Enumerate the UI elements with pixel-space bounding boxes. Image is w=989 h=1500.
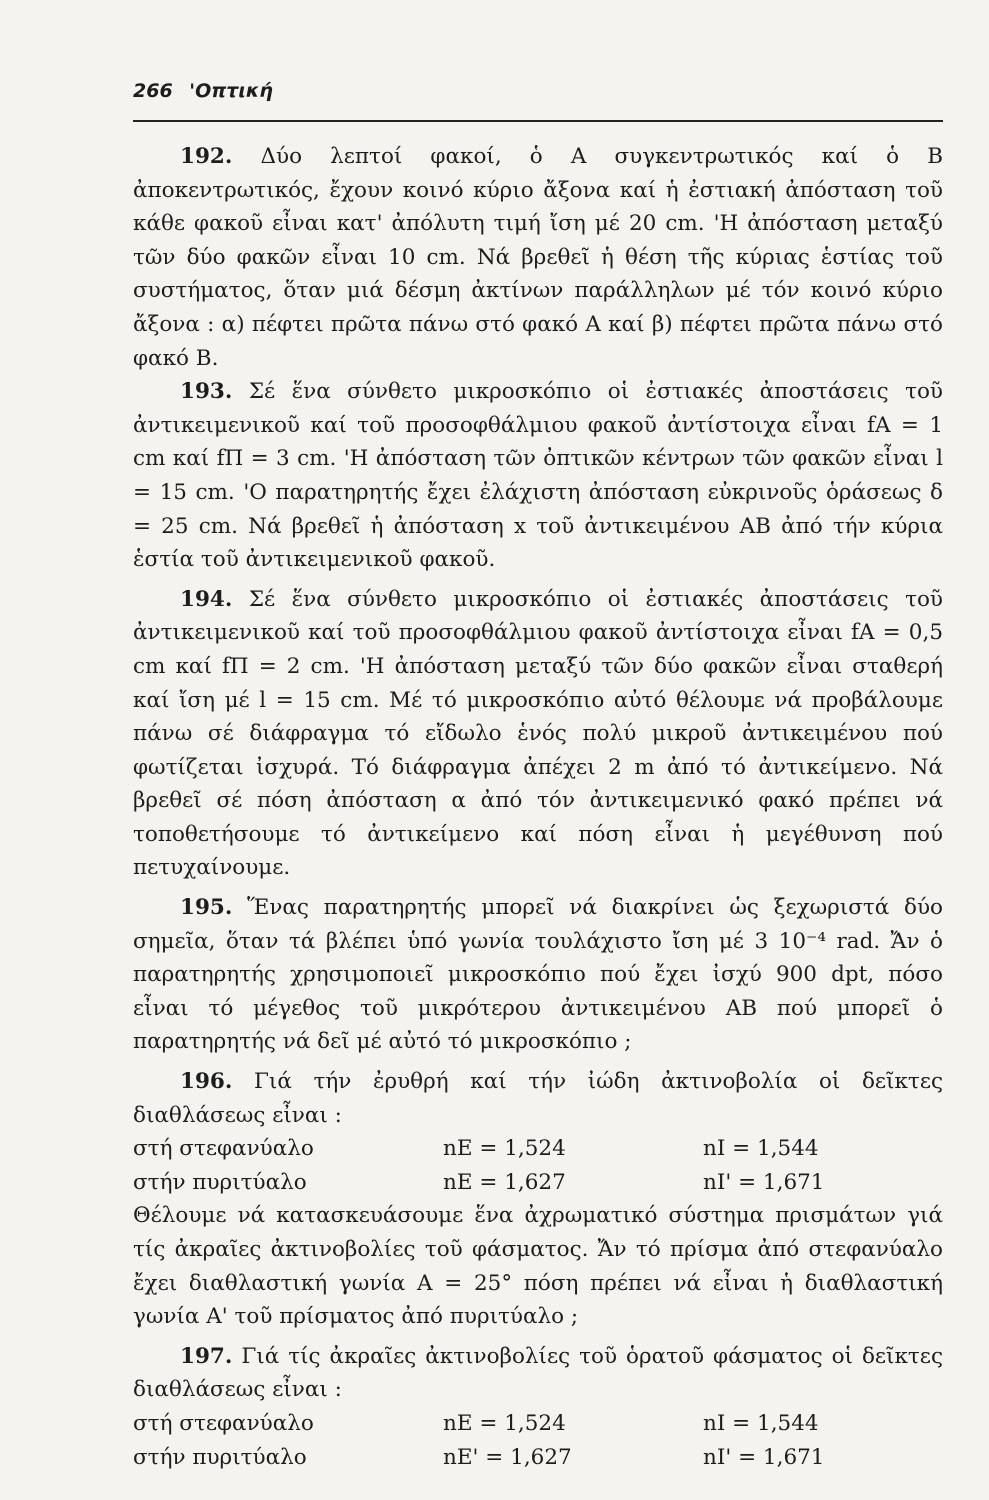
page-number: 266 <box>133 80 173 102</box>
table196-row: στήν πυριτύαλο nE = 1,627 nI' = 1,671 <box>133 1169 825 1195</box>
table197-row: στήν πυριτύαλο nE' = 1,627 nI' = 1,671 <box>133 1444 825 1470</box>
problem-194: 194. Σέ ἕνα σύνθετο μικροσκόπιο οἱ ἐστιακές ἀποστάσεις τοῦ ἀντικειμενικοῦ καί τοῦ προσοφθάλμιου φακοῦ ἀντίστοιχα εἶναι fA = 0,5 cm καί fΠ = 2 cm. 'Η ἀπόσταση μεταξύ τῶν δύο φακῶν εἶναι σταθερή καί ἴση μέ l = 15 cm. Μέ τό μικροσκόπιο αὐτό θέλουμε νά προβάλουμε πάνω σέ διάφραγμα τό εἴδωλο ἑνός πολύ μικροῦ ἀντικειμένου πού φωτίζεται ἰσχυρά. Τό διάφραγμα ἀπέχει 2 m ἀπό τό ἀντικείμενο. Νά βρεθεῖ σέ πόση ἀπόσταση α ἀπό τόν ἀντικειμενικό φακό πρέπει νά τοποθετήσουμε τό ἀντικείμενο καί πόση εἶναι ἡ μεγέθυνση πού πετυχαίνουμε. <box>133 586 943 881</box>
chapter-title: 'Οπτική <box>189 80 273 102</box>
problem-196: 196. Γιά τήν ἐρυθρή καί τήν ἰώδη ἀκτινοβολία οἱ δεῖκτες διαθλάσεως εἶναι : <box>133 1069 943 1128</box>
problem-193: 193. Σέ ἕνα σύνθετο μικροσκόπιο οἱ ἐστιακές ἀποστάσεις τοῦ ἀντικειμενικοῦ καί τοῦ προσοφθάλμιου φακοῦ ἀντίστοιχα εἶναι fA = 1 cm καί fΠ = 3 cm. 'Η ἀπόσταση τῶν ὀπτικῶν κέντρων τῶν φακῶν εἶναι l = 15 cm. 'Ο παρατηρητής ἔχει ἐλάχιστη ἀπόσταση εὐκρινοῦς ὁράσεως δ = 25 cm. Νά βρεθεῖ ἡ ἀπόσταση x τοῦ ἀντικειμένου ΑΒ ἀπό τήν κύρια ἑστία τοῦ ἀντικειμενικοῦ φακοῦ. <box>133 379 943 573</box>
problem-192: 192. Δύο λεπτοί φακοί, ὁ Α συγκεντρωτικός καί ὁ Β ἀποκεντρωτικός, ἔχουν κοινό κύριο ἄξονα καί ἡ ἐστιακή ἀπόσταση τοῦ κάθε φακοῦ εἶναι κατ' ἀπόλυτη τιμή ἴση μέ 20 cm. 'Η ἀπόσταση μεταξύ τῶν δύο φακῶν εἶναι 10 cm. Νά βρεθεῖ ἡ θέση τῆς κύριας ἑστίας τοῦ συστήματος, ὅταν μιά δέσμη ἀκτίνων παράλληλων μέ τόν κοινό κύριο ἄξονα : α) πέφτει πρῶτα πάνω στό φακό Α καί β) πέφτει πρῶτα πάνω στό φακό Β. <box>133 144 943 371</box>
problem-197: 197. Γιά τίς ἀκραῖες ἀκτινοβολίες τοῦ ὁρατοῦ φάσματος οἱ δεῖκτες διαθλάσεως εἶναι : <box>133 1343 943 1403</box>
problem-195: 195. Ἕνας παρατηρητής μπορεῖ νά διακρίνει ὡς ξεχωριστά δύο σημεῖα, ὅταν τά βλέπει ὑπό γωνία τουλάχιστο ἴση μέ 3 10⁻⁴ rad. Ἄν ὁ παρατηρητής χρησιμοποιεῖ μικροσκόπιο πού ἔχει ἰσχύ 900 dpt, πόσο εἶναι τό μέγεθος τοῦ μικρότερου ἀντικειμένου ΑΒ πού μπορεῖ ὁ παρατηρητής νά δεῖ μέ αὐτό τό μικροσκόπιο ; <box>133 895 943 1055</box>
problem-196-text: Θέλουμε νά κατασκευάσουμε ἕνα ἀχρωματικό σύστημα πρισμάτων γιά τίς ἀκραῖες ἀκτινοβολίες τοῦ φάσματος. Ἄν τό πρίσμα ἀπό στεφανύαλο ἔχει διαθλαστική γωνία Α = 25° πόση πρέπει νά εἶναι ἡ διαθλαστική γωνία Α' τοῦ πρίσματος ἀπό πυριτύαλο ; <box>133 1203 943 1330</box>
table197-row: στή στεφανύαλο nE = 1,524 nI = 1,544 <box>133 1410 819 1436</box>
table196-row: στή στεφανύαλο nE = 1,524 nI = 1,544 <box>133 1136 819 1162</box>
header-rule <box>133 120 943 122</box>
page-header <box>133 80 273 102</box>
page-body <box>133 140 943 1474</box>
